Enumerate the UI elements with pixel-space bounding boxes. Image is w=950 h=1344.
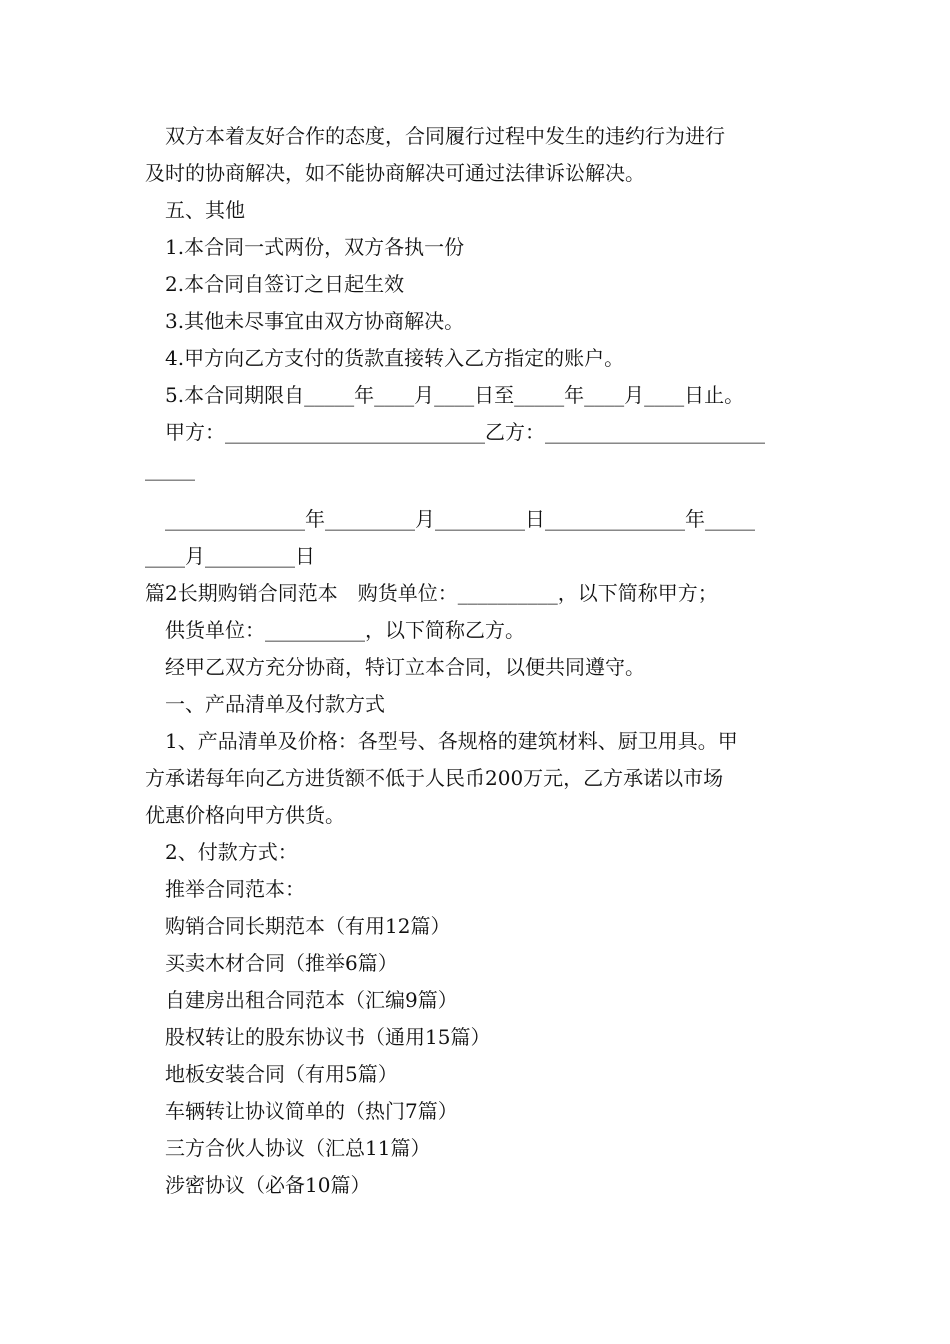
product-list-line-2: 方承诺每年向乙方进货额不低于人民币200万元，乙方承诺以市场 (145, 766, 724, 790)
document-body (145, 118, 807, 1204)
recommended-item: 股权转让的股东协议书（通用15篇） (165, 1025, 491, 1049)
payment-method: 2、付款方式： (165, 840, 298, 864)
product-list-line-1: 1、产品清单及价格：各型号、各规格的建筑材料、厨卫用具。甲 (165, 729, 738, 753)
section-heading-other: 五、其他 (165, 198, 245, 222)
signature-line-parties: 甲方：__________________________乙方：______________________ (165, 420, 765, 444)
clause-4: 4.甲方向乙方支付的货款直接转入乙方指定的账户。 (165, 346, 625, 370)
recommended-item: 自建房出租合同范本（汇编9篇） (165, 988, 458, 1012)
recommended-item: 涉密协议（必备10篇） (165, 1173, 371, 1197)
recommended-item: 购销合同长期范本（有用12篇） (165, 914, 451, 938)
signature-date-line: ______________年_________月_________日______________年_____ (165, 507, 755, 531)
clause-5-term: 5.本合同期限自_____年____月____日至_____年____月____日止。 (165, 383, 745, 407)
section-heading-products: 一、产品清单及付款方式 (165, 692, 385, 716)
agreement-intro: 经甲乙双方充分协商，特订立本合同，以便共同遵守。 (165, 655, 645, 679)
recommended-item: 车辆转让协议简单的（热门7篇） (165, 1099, 458, 1123)
contract-2-heading: 篇2长期购销合同范本 购货单位：__________，以下简称甲方； (145, 581, 718, 605)
clause-3: 3.其他未尽事宜由双方协商解决。 (165, 309, 465, 333)
recommended-item: 买卖木材合同（推举6篇） (165, 951, 398, 975)
recommended-item: 三方合伙人协议（汇总11篇） (165, 1136, 431, 1160)
paragraph-line-1: 双方本着友好合作的态度，合同履行过程中发生的违约行为进行 (165, 124, 725, 148)
clause-1: 1.本合同一式两份，双方各执一份 (165, 235, 465, 259)
signature-line-continued: _____ (145, 457, 195, 481)
product-list-line-3: 优惠价格向甲方供货。 (145, 803, 345, 827)
paragraph-line-2: 及时的协商解决，如不能协商解决可通过法律诉讼解决。 (145, 161, 645, 185)
recommended-heading: 推举合同范本： (165, 877, 305, 901)
clause-2: 2.本合同自签订之日起生效 (165, 272, 405, 296)
signature-date-line-continued: ____月_________日 (145, 544, 315, 568)
supplier-line: 供货单位：__________，以下简称乙方。 (165, 618, 525, 642)
recommended-item: 地板安装合同（有用5篇） (165, 1062, 398, 1086)
